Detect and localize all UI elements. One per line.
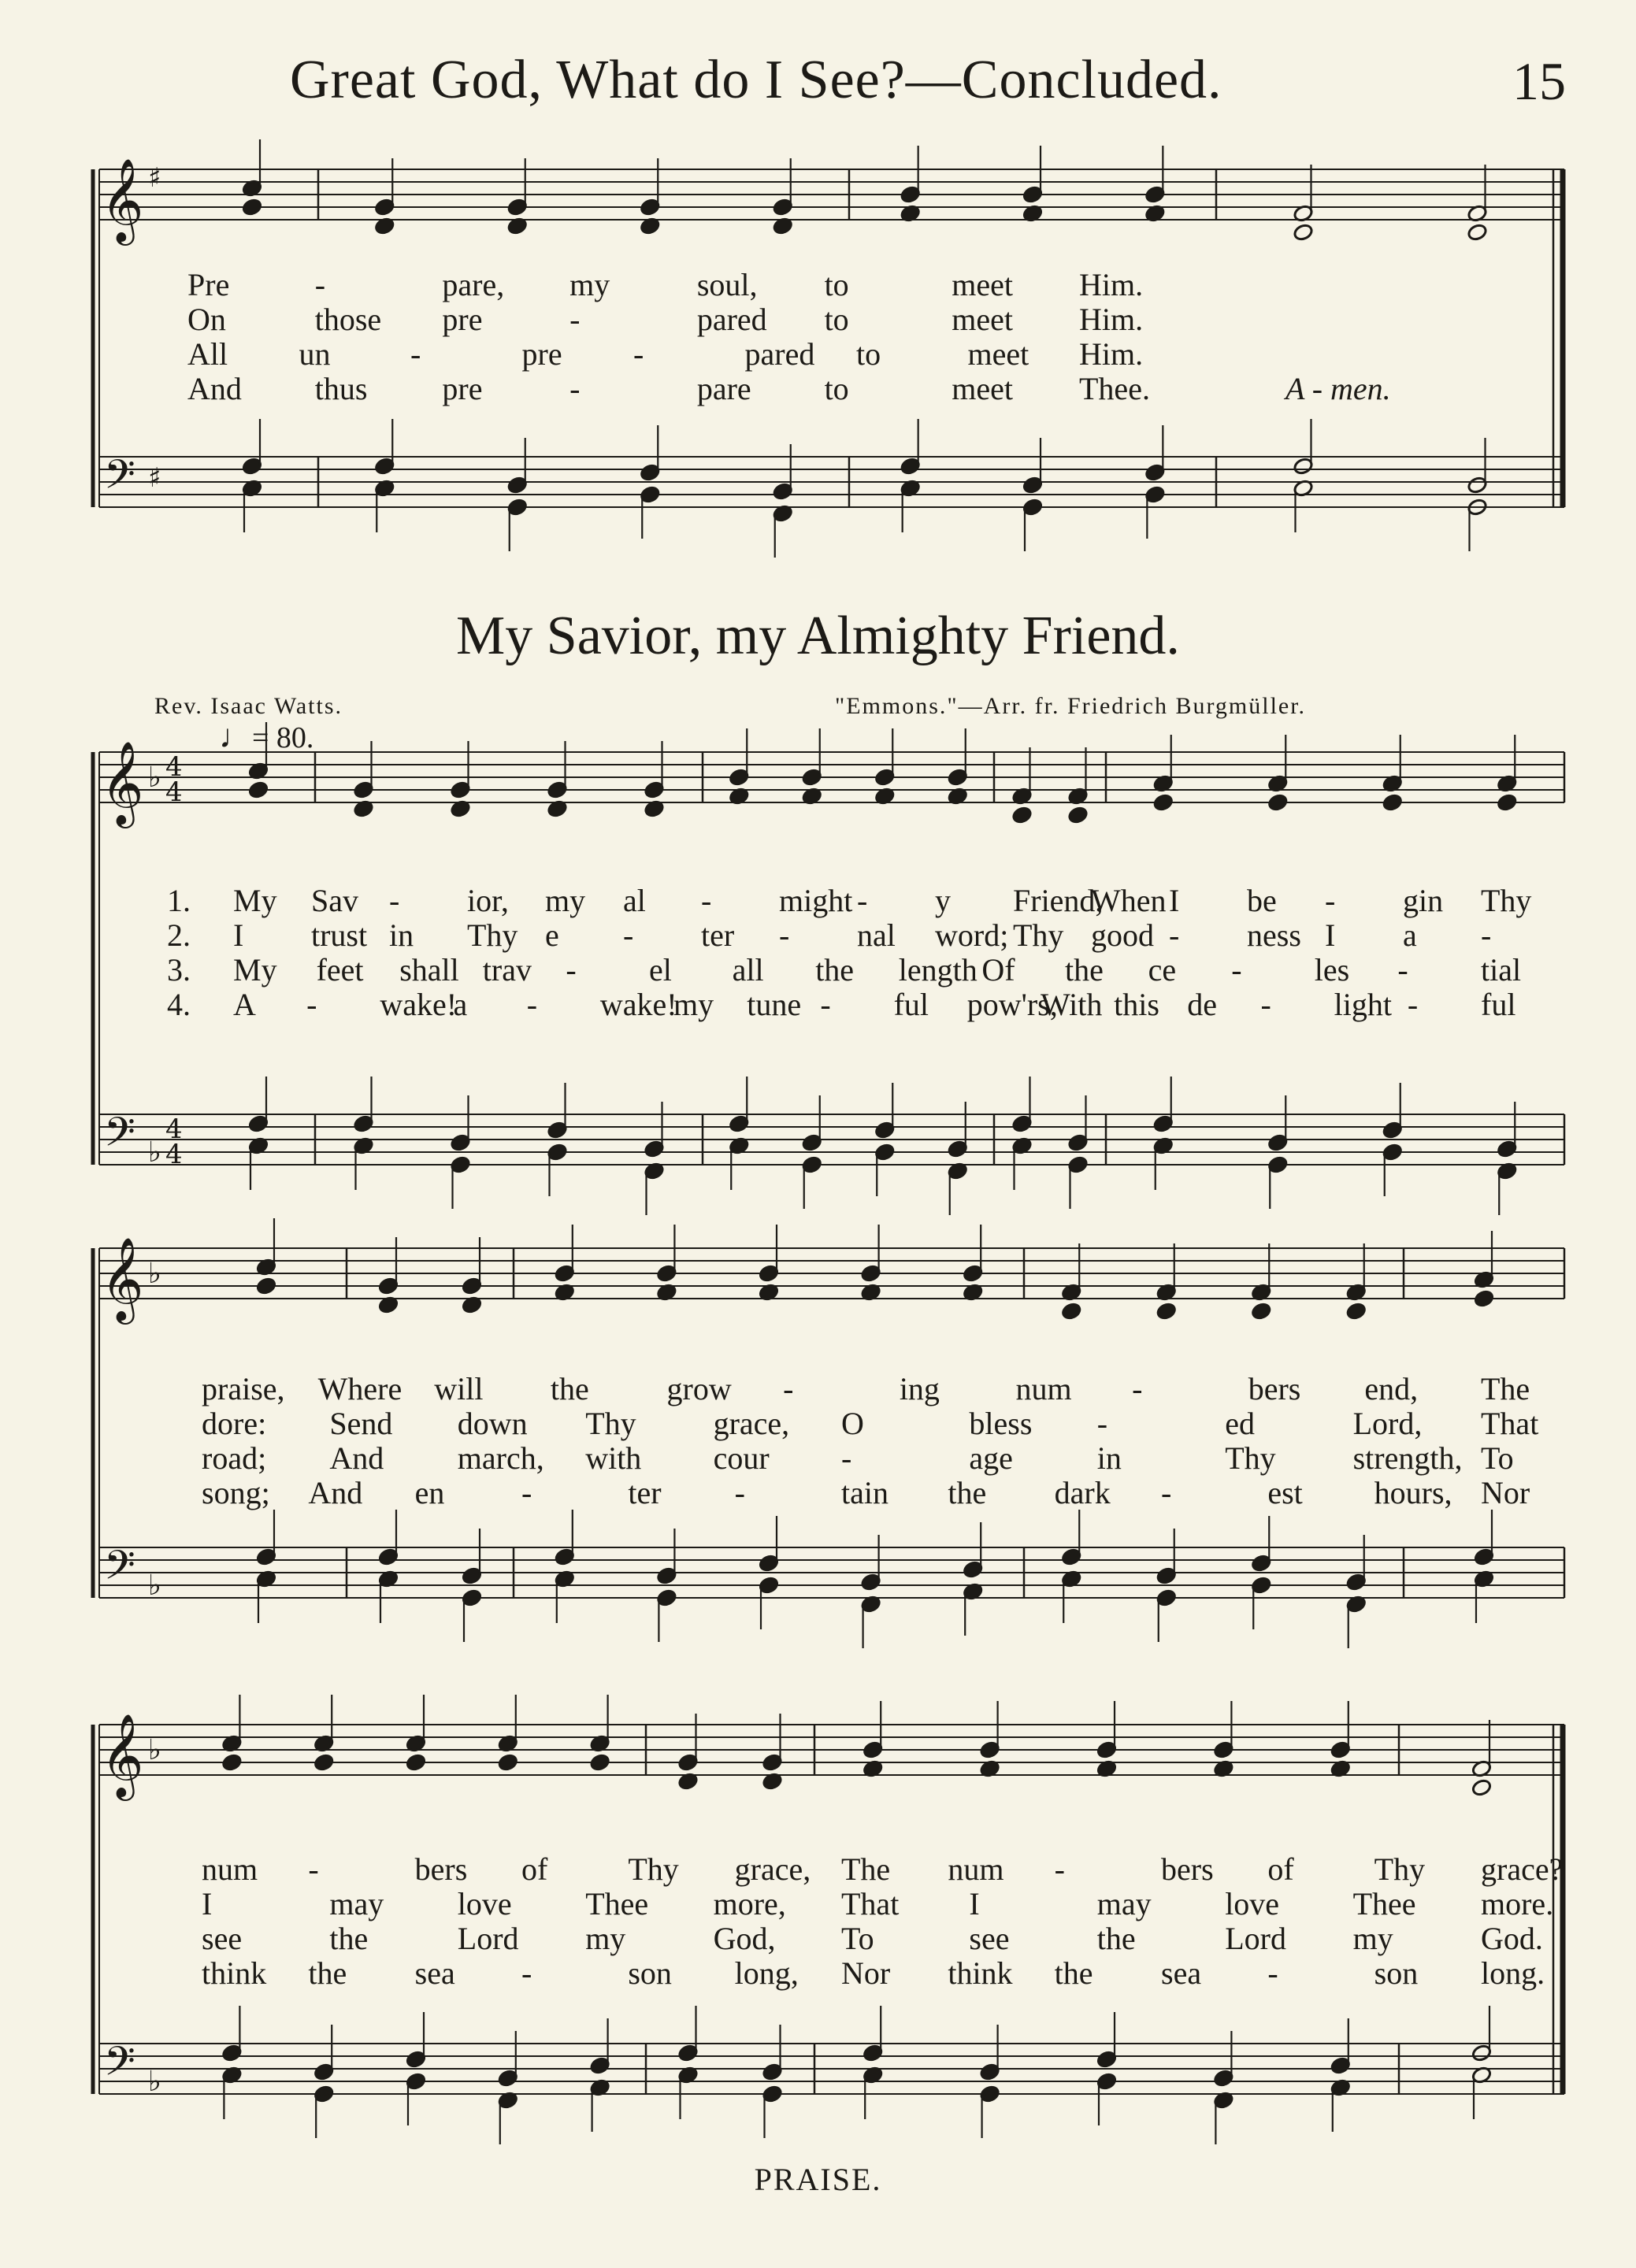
prev-hymn-line-1-word: -	[314, 267, 326, 302]
system1-line-3-word: trav	[482, 952, 532, 988]
system1-line-1-word: y	[935, 883, 951, 918]
system3-line-3-word: the	[329, 1921, 369, 1956]
system3-line-4-word: long,	[734, 1955, 799, 1991]
system2-line-1-word: bers	[1248, 1371, 1301, 1406]
sharp-icon: ♯	[148, 462, 161, 494]
treble-note	[1382, 793, 1403, 812]
system1-line-4-word: pow'rs,	[966, 987, 1058, 1022]
prev-hymn-line-3-word: pared	[744, 336, 815, 372]
treble-note	[1471, 1778, 1493, 1797]
system3-line-4-word: long.	[1481, 1955, 1545, 1991]
flat-icon: ♭	[148, 1136, 161, 1169]
treble-note	[1011, 806, 1033, 825]
system3-line-1-word: Thy	[628, 1851, 679, 1887]
system1-line-4-word: -	[526, 987, 538, 1022]
treble-note	[256, 1277, 277, 1295]
prev-hymn-line-2-word: to	[824, 302, 849, 337]
prev-hymn-line-1-word: pare,	[442, 267, 505, 302]
system2-line-4-word: tain	[841, 1475, 888, 1510]
system1-line-4-word: A	[233, 987, 256, 1022]
system1-line-3-word: tial	[1481, 952, 1522, 988]
prev-hymn-line-1-word: soul,	[696, 267, 758, 302]
treble-note	[242, 198, 263, 217]
system3-line-4-word: Nor	[841, 1955, 891, 1991]
system1-line-4-word: ful	[893, 987, 929, 1022]
system1-line-3-word: -	[1397, 952, 1408, 988]
hymn-title: My Savior, my Almighty Friend.	[456, 606, 1180, 666]
tempo-value: = 80.	[252, 721, 314, 754]
system1-line-2-word: a	[1403, 917, 1417, 953]
system3-line-1-word: grace,	[734, 1851, 811, 1887]
system1-line-4-word: this	[1114, 987, 1159, 1022]
system1-line-4-word: a	[453, 987, 468, 1022]
system1-line-4-word: -	[306, 987, 317, 1022]
system1-line-1-word: be	[1247, 883, 1277, 918]
system2-line-3-word: in	[1096, 1440, 1122, 1476]
system1-line-3-word: My	[233, 952, 277, 988]
amen-text: A - men.	[1285, 371, 1391, 406]
system2-line-4-word: -	[734, 1475, 745, 1510]
treble-clef-icon: 𝄞	[101, 158, 144, 242]
system1-line-1-word: Thy	[1481, 883, 1532, 918]
treble-note	[1345, 1302, 1367, 1321]
system3-line-2-word: may	[329, 1886, 384, 1922]
page-number: 15	[1512, 51, 1566, 111]
system2-line-3-word: Thy	[1225, 1440, 1276, 1476]
system1-line-2-word: in	[389, 917, 414, 953]
system1-line-2-word: -	[1169, 917, 1180, 953]
system2-line-3-word: -	[841, 1440, 852, 1476]
system3-line-2-word: may	[1096, 1886, 1152, 1922]
system1-line-2-word: -	[779, 917, 790, 953]
system2-line-2-word: down	[457, 1406, 528, 1441]
system2-line-3-word: road;	[202, 1440, 267, 1476]
system1-line-1-word: ior,	[467, 883, 509, 918]
prev-hymn-line-4-word: -	[569, 371, 581, 406]
treble-note	[221, 1753, 243, 1772]
system3-line-3-word: Lord	[457, 1921, 519, 1956]
system3-line-2-word: Thee	[585, 1886, 649, 1922]
system3-line-3-word: God.	[1481, 1921, 1543, 1956]
prev-hymn-line-2-word: Him.	[1079, 302, 1144, 337]
system2-line-4-word: est	[1267, 1475, 1303, 1510]
bass-clef-icon: 𝄢	[104, 450, 135, 508]
system2-line-3-word: cour	[713, 1440, 770, 1476]
system3-line-4-word: think	[948, 1955, 1013, 1991]
system2-line-2-word: -	[1096, 1406, 1108, 1441]
system1-line-4-word: de	[1187, 987, 1218, 1022]
system1-line-1-word: My	[233, 883, 277, 918]
system2-line-1-word: -	[783, 1371, 794, 1406]
prev-hymn-line-2-word: -	[569, 302, 581, 337]
system3-line-2-word: I	[202, 1886, 213, 1922]
system2-line-2-word: O	[841, 1406, 864, 1441]
system3-line-1-word: grace?	[1481, 1851, 1564, 1887]
system3-line-2-word: I	[969, 1886, 980, 1922]
system2-line-1-word: will	[434, 1371, 484, 1406]
system3-line-1-word: num	[948, 1851, 1004, 1887]
system2-line-2-word: Send	[329, 1406, 393, 1441]
system1-line-4-word: ful	[1481, 987, 1516, 1022]
system3-line-1-word: bers	[414, 1851, 468, 1887]
system2-line-4-word: And	[308, 1475, 363, 1510]
prev-hymn-line-4-word: to	[824, 371, 849, 406]
system1-line-2-word: good	[1091, 917, 1154, 953]
prev-hymn-line-2-word: On	[187, 302, 226, 337]
prev-hymn-line-3-word: -	[410, 336, 421, 372]
prev-hymn-line-3-word: to	[856, 336, 881, 372]
system3-line-3-word: see	[969, 1921, 1010, 1956]
system1-line-4-word: tune	[747, 987, 802, 1022]
system1-line-1-word: my	[545, 883, 586, 918]
system2-line-1-word: ing	[899, 1371, 940, 1406]
system3-line-2-word: Thee	[1352, 1886, 1416, 1922]
system1-line-2-word: Thy	[1013, 917, 1064, 953]
note-icon: ♩	[219, 719, 252, 755]
system3-line-2-word: love	[1225, 1886, 1280, 1922]
bass-clef-icon: 𝄢	[104, 1541, 135, 1599]
system1-line-4-word: wake!	[380, 987, 458, 1022]
system2-line-4-word: hours,	[1374, 1475, 1452, 1510]
system3-line-3-word: God,	[713, 1921, 776, 1956]
system2-line-2-word: grace,	[713, 1406, 790, 1441]
system1-line-1-word: Friend,	[1013, 883, 1104, 918]
system2-line-2-word: ed	[1225, 1406, 1255, 1441]
time-signature: 4	[165, 1114, 183, 1145]
prev-hymn-line-3-word: Him.	[1079, 336, 1144, 372]
system3-line-2-word: That	[841, 1886, 900, 1922]
system1-line-2-word: I	[233, 917, 244, 953]
system1-line-3-word: ce	[1148, 952, 1177, 988]
prev-hymn-line-4-word: pre	[442, 371, 483, 406]
prev-hymn-line-1-word: to	[824, 267, 849, 302]
system2-line-1-word: grow	[666, 1371, 732, 1406]
system2-line-1-word: end,	[1364, 1371, 1419, 1406]
system1-line-1-word: gin	[1403, 883, 1444, 918]
system2-line-4-word: -	[1161, 1475, 1172, 1510]
system1-line-3-word: all	[732, 952, 764, 988]
system2-line-3-word: age	[969, 1440, 1013, 1476]
system1-line-2-word: -	[623, 917, 634, 953]
system2-line-2-word: That	[1481, 1406, 1539, 1441]
treble-note	[1152, 793, 1174, 812]
system3-line-2-word: more,	[713, 1886, 786, 1922]
system2-line-2-word: Thy	[585, 1406, 636, 1441]
system1-line-3-word: shall	[399, 952, 459, 988]
treble-note	[1497, 793, 1518, 812]
treble-note	[497, 1753, 518, 1772]
system1-line-2-word: trust	[311, 917, 368, 953]
treble-note	[248, 780, 269, 799]
time-signature: 4	[165, 1139, 183, 1170]
treble-clef-icon: 𝄞	[101, 1236, 144, 1321]
flat-icon: ♭	[148, 1569, 161, 1602]
system1-line-4-word: -	[1407, 987, 1419, 1022]
system3-line-1-word: The	[841, 1851, 891, 1887]
verse-number: 1.	[167, 883, 191, 918]
prev-hymn-line-2-word: those	[314, 302, 382, 337]
system3-line-1-word: -	[1054, 1851, 1065, 1887]
system1-line-2-word: I	[1325, 917, 1336, 953]
system1-line-1-word: -	[1325, 883, 1336, 918]
system1-line-4-word: wake!	[599, 987, 677, 1022]
treble-note	[313, 1753, 335, 1772]
system1-line-3-word: les	[1314, 952, 1350, 988]
system1-line-3-word: el	[649, 952, 672, 988]
system3-line-4-word: the	[308, 1955, 347, 1991]
flat-icon: ♭	[148, 762, 161, 794]
system2-line-1-word: The	[1481, 1371, 1530, 1406]
treble-note	[1061, 1302, 1082, 1321]
flat-icon: ♭	[148, 1734, 161, 1766]
system3-line-1-word: num	[202, 1851, 258, 1887]
verse-number: 4.	[167, 987, 191, 1022]
system3-line-1-word: Thy	[1374, 1851, 1426, 1887]
system1-line-1-word: -	[701, 883, 712, 918]
system2-line-4-word: en	[414, 1475, 445, 1510]
system2-line-4-word: ter	[628, 1475, 662, 1510]
system1-line-2-word: word;	[935, 917, 1009, 953]
flat-icon: ♭	[148, 2066, 161, 2098]
prev-hymn-line-1-word: Pre	[187, 267, 230, 302]
treble-note	[1467, 223, 1488, 242]
system2-line-4-word: dark	[1054, 1475, 1111, 1510]
prev-hymn-line-4-word: meet	[952, 371, 1014, 406]
system2-line-3-word: with	[585, 1440, 642, 1476]
system3-line-2-word: love	[457, 1886, 512, 1922]
system3-line-1-word: of	[1267, 1851, 1294, 1887]
prev-hymn-line-3-word: meet	[967, 336, 1029, 372]
time-signature: 4	[165, 776, 183, 808]
treble-note	[406, 1753, 427, 1772]
system3-line-1-word: of	[521, 1851, 548, 1887]
treble-note	[1474, 1289, 1495, 1308]
system3-line-4-word: sea	[414, 1955, 455, 1991]
system1-line-3-word: -	[566, 952, 577, 988]
treble-note	[1293, 223, 1314, 242]
system3-line-1-word: bers	[1161, 1851, 1214, 1887]
system1-line-2-word: ness	[1247, 917, 1301, 953]
prev-hymn-line-1-word: Him.	[1079, 267, 1144, 302]
system1-line-3-word: feet	[316, 952, 364, 988]
system3-line-4-word: think	[202, 1955, 267, 1991]
system1-line-1-word: al	[623, 883, 646, 918]
treble-clef-icon: 𝄞	[101, 740, 144, 825]
system3-line-3-word: my	[1352, 1921, 1393, 1956]
system1-line-4-word: -	[820, 987, 831, 1022]
system1-line-3-word: the	[815, 952, 855, 988]
system1-line-2-word: -	[1481, 917, 1492, 953]
system1-line-1-word: -	[389, 883, 400, 918]
system1-line-4-word: my	[673, 987, 714, 1022]
system1-line-1-word: might	[779, 883, 853, 918]
system1-line-4-word: -	[1260, 987, 1271, 1022]
system2-line-1-word: praise,	[202, 1371, 285, 1406]
system3-line-4-word: -	[521, 1955, 532, 1991]
bass-clef-icon: 𝄢	[104, 2037, 135, 2095]
system3-line-4-word: the	[1054, 1955, 1093, 1991]
system2-line-3-word: And	[329, 1440, 384, 1476]
system2-line-3-word: march,	[457, 1440, 544, 1476]
verse-number: 3.	[167, 952, 191, 988]
system2-line-3-word: To	[1481, 1440, 1514, 1476]
running-title: Great God, What do I See?—Concluded.	[290, 50, 1222, 110]
tune-credit: "Emmons."—Arr. fr. Friedrich Burgmüller.	[835, 693, 1307, 719]
treble-note	[1067, 806, 1089, 825]
flat-icon: ♭	[148, 1258, 161, 1290]
sharp-icon: ♯	[148, 162, 161, 194]
treble-note	[1251, 1302, 1272, 1321]
system2-line-1-word: Where	[317, 1371, 403, 1406]
system3-line-3-word: my	[585, 1921, 626, 1956]
system2-line-4-word: -	[521, 1475, 532, 1510]
prev-hymn-line-3-word: -	[633, 336, 644, 372]
system2-line-2-word: bless	[969, 1406, 1033, 1441]
system1-line-3-word: the	[1065, 952, 1104, 988]
bass-clef-icon: 𝄢	[104, 1108, 135, 1166]
prev-hymn-line-2-word: pared	[696, 302, 767, 337]
system3-line-1-word: -	[308, 1851, 319, 1887]
prev-hymn-line-4-word: And	[187, 371, 242, 406]
system1-line-1-word: Sav	[311, 883, 358, 918]
system1-line-4-word: light	[1334, 987, 1392, 1022]
treble-note	[1267, 793, 1289, 812]
system2-line-1-word: num	[1015, 1371, 1072, 1406]
system2-line-2-word: dore:	[202, 1406, 267, 1441]
system2-line-4-word: the	[948, 1475, 987, 1510]
prev-hymn-line-2-word: meet	[952, 302, 1014, 337]
system3-line-4-word: son	[628, 1955, 672, 1991]
system3-line-4-word: -	[1267, 1955, 1278, 1991]
system2-line-3-word: strength,	[1352, 1440, 1463, 1476]
system3-line-4-word: sea	[1161, 1955, 1202, 1991]
prev-hymn-line-4-word: pare	[696, 371, 751, 406]
system1-line-1-word: I	[1169, 883, 1180, 918]
system1-line-2-word: nal	[857, 917, 896, 953]
treble-clef-icon: 𝄞	[101, 1713, 144, 1797]
system3-line-3-word: To	[841, 1921, 874, 1956]
author-credit: Rev. Isaac Watts.	[154, 693, 343, 719]
system1-line-1-word: When	[1091, 883, 1167, 918]
system2-line-4-word: song;	[202, 1475, 270, 1510]
system1-line-3-word: length	[898, 952, 978, 988]
system2-line-1-word: the	[550, 1371, 589, 1406]
prev-hymn-line-3-word: pre	[521, 336, 562, 372]
system2-line-1-word: -	[1132, 1371, 1143, 1406]
system2-line-4-word: Nor	[1481, 1475, 1530, 1510]
prev-hymn-line-4-word: Thee.	[1079, 371, 1150, 406]
system2-line-2-word: Lord,	[1352, 1406, 1423, 1441]
system1-line-2-word: Thy	[467, 917, 518, 953]
system1-line-2-word: ter	[701, 917, 735, 953]
system3-line-3-word: see	[202, 1921, 243, 1956]
system3-line-2-word: more.	[1481, 1886, 1554, 1922]
system3-line-3-word: Lord	[1225, 1921, 1286, 1956]
time-signature: 4	[165, 751, 183, 783]
system3-line-4-word: son	[1374, 1955, 1419, 1991]
treble-note	[589, 1753, 610, 1772]
prev-hymn-line-4-word: thus	[314, 371, 368, 406]
prev-hymn-line-1-word: meet	[952, 267, 1014, 302]
system1-line-4-word: With	[1040, 987, 1103, 1022]
prev-hymn-line-2-word: pre	[442, 302, 483, 337]
system1-line-3-word: -	[1231, 952, 1242, 988]
verse-number: 2.	[167, 917, 191, 953]
system1-line-2-word: e	[545, 917, 559, 953]
prev-hymn-line-1-word: my	[569, 267, 610, 302]
system1-line-1-word: -	[857, 883, 868, 918]
system3-line-3-word: the	[1096, 1921, 1136, 1956]
page-footer: PRAISE.	[754, 2162, 882, 2197]
treble-note	[1156, 1302, 1177, 1321]
prev-hymn-line-3-word: All	[187, 336, 228, 372]
system1-line-3-word: Of	[981, 952, 1015, 988]
prev-hymn-line-3-word: un	[299, 336, 331, 372]
